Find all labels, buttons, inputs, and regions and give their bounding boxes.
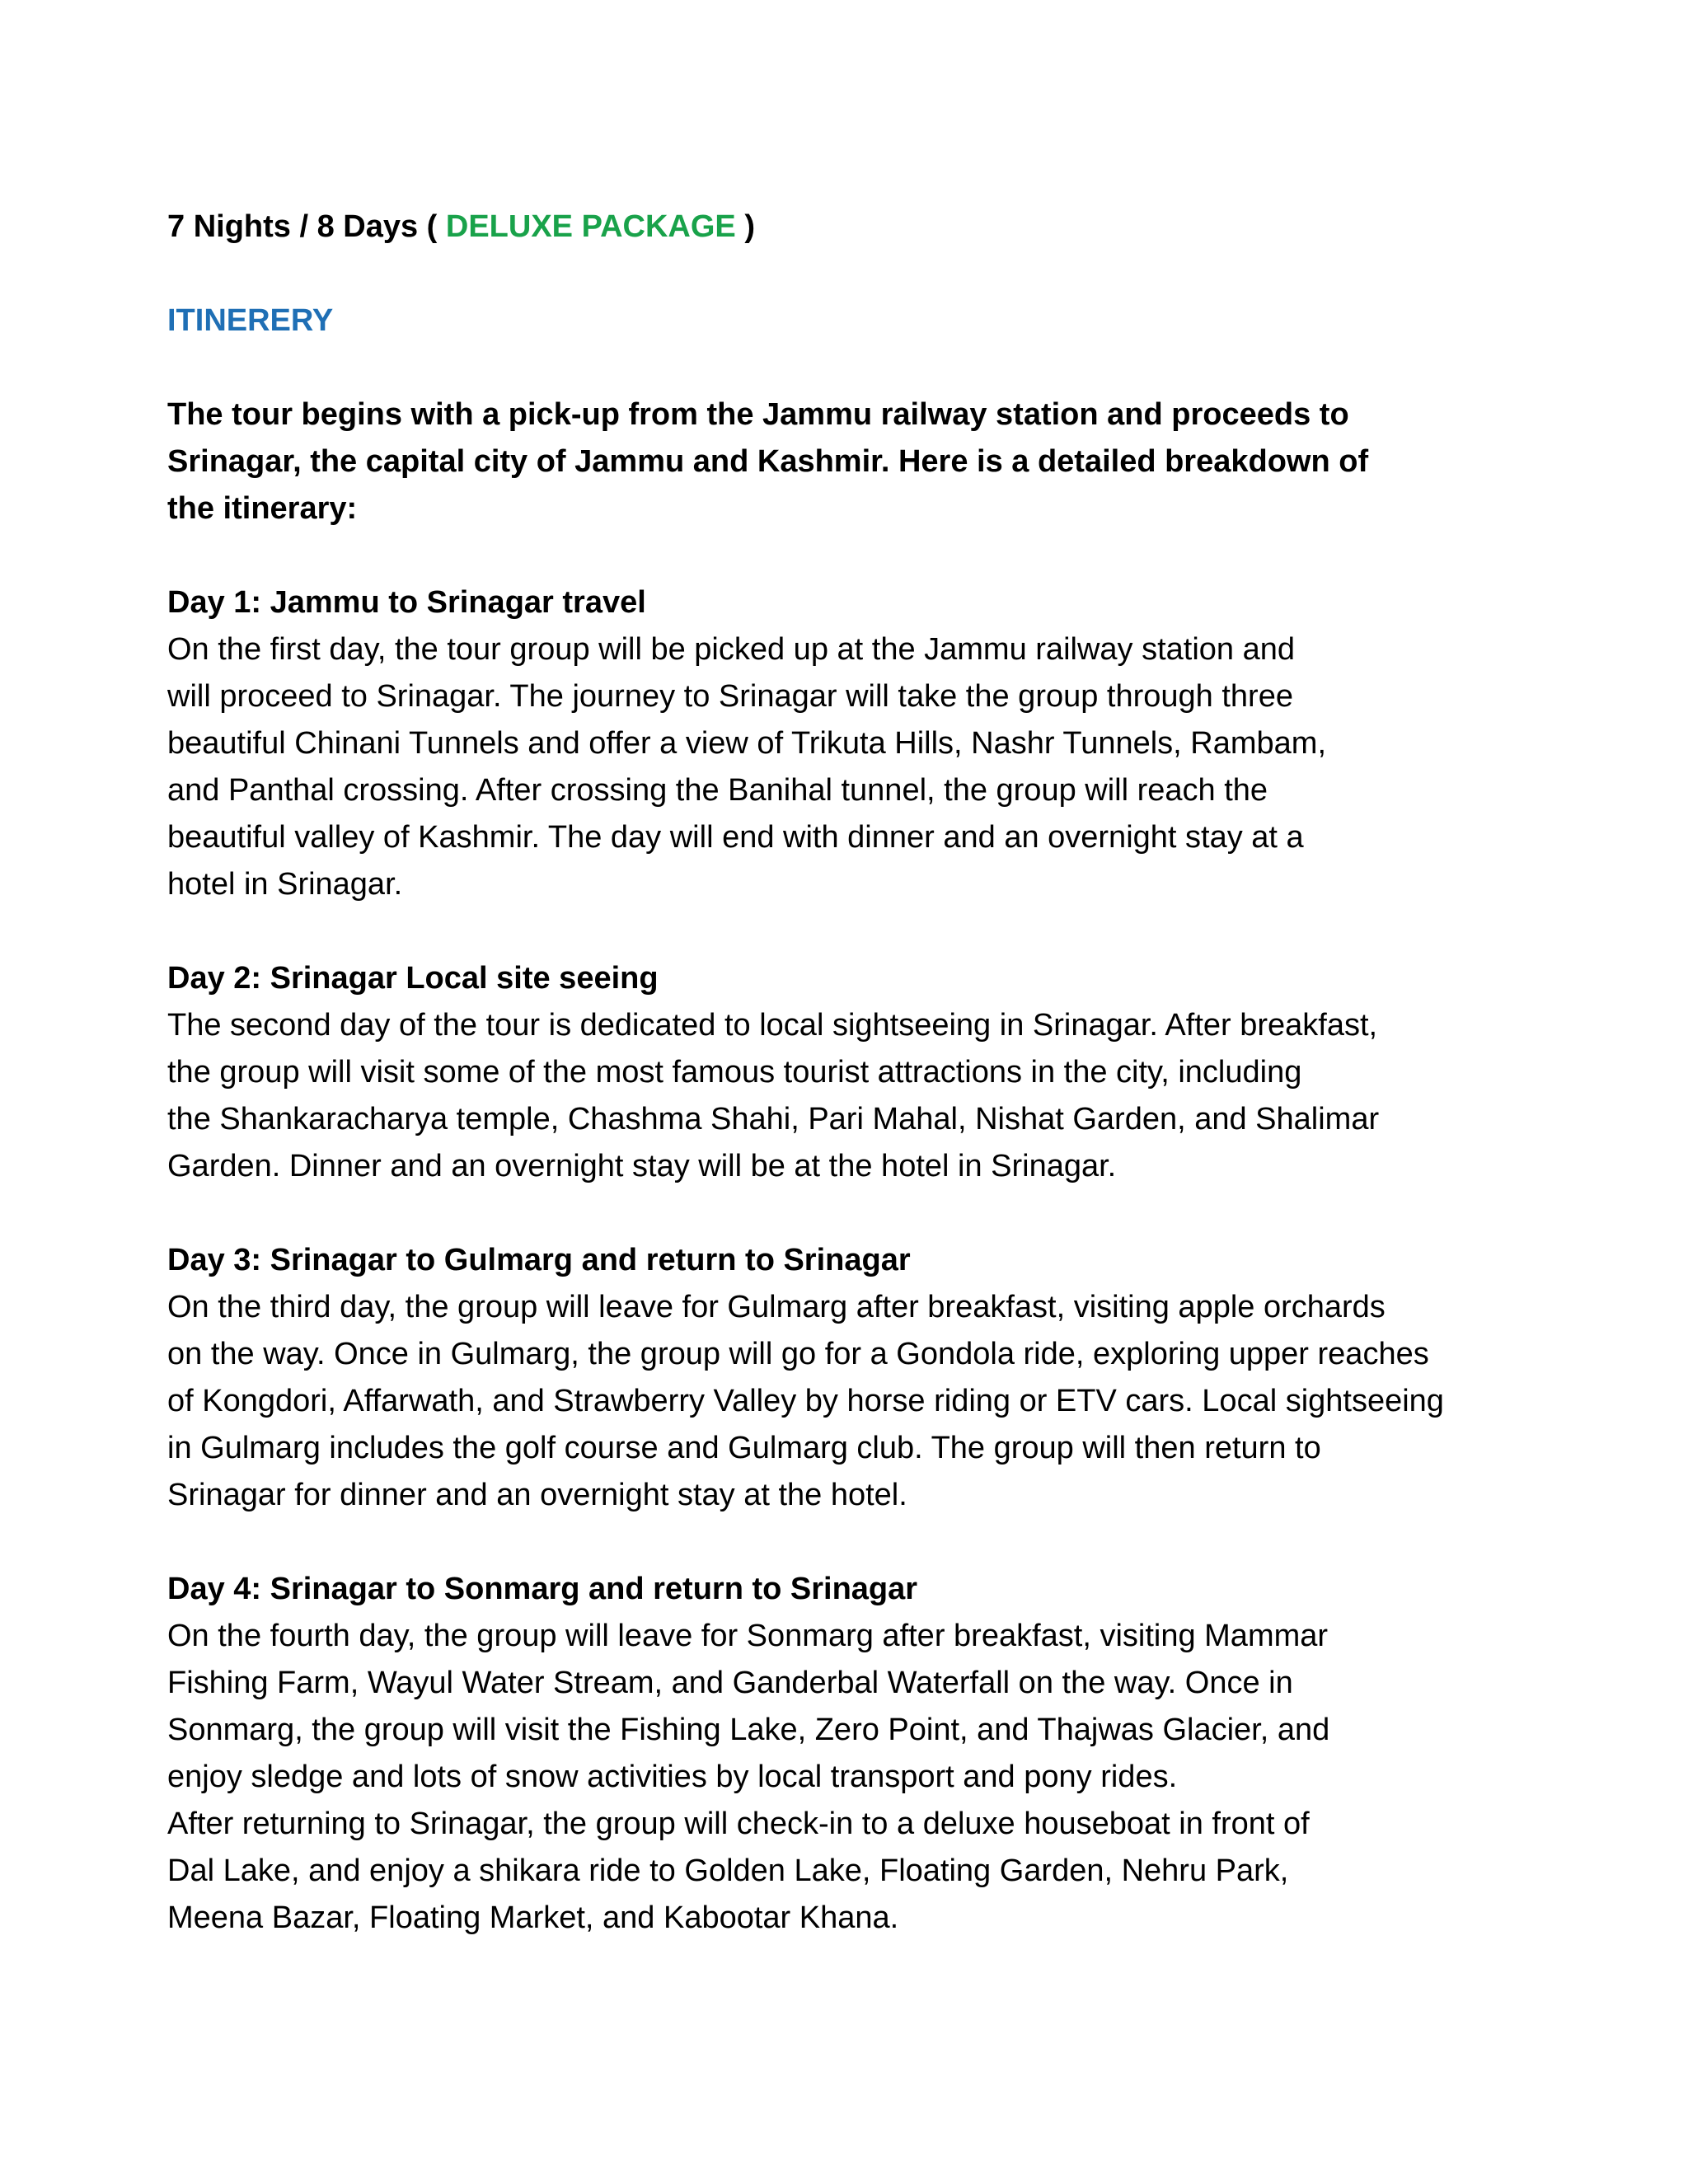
- package-title: [167, 204, 1618, 251]
- intro-line: Srinagar, the capital city of Jammu and Kashmir. Here is a detailed breakdown of: [167, 444, 1369, 479]
- day-1-line: beautiful valley of Kashmir. The day will end with dinner and an overnight stay at a: [167, 820, 1304, 855]
- day-1-line: and Panthal crossing. After crossing the Banihal tunnel, the group will reach the: [167, 773, 1268, 808]
- intro-line: the itinerary:: [167, 491, 358, 526]
- day-4-line: After returning to Srinagar, the group will check-in to a deluxe houseboat in front of: [167, 1807, 1310, 1841]
- spacer: [167, 251, 1618, 298]
- day-2-line: the Shankaracharya temple, Chashma Shahi, Pari Mahal, Nishat Garden, and Shalimar: [167, 1102, 1380, 1137]
- day-3-heading: Day 3: Srinagar to Gulmarg and return to Srinagar: [167, 1243, 911, 1277]
- day-4-line: Dal Lake, and enjoy a shikara ride to Golden Lake, Floating Garden, Nehru Park,: [167, 1854, 1289, 1888]
- day-3-line: of Kongdori, Affarwath, and Strawberry Valley by horse riding or ETV cars. Local sightseeing: [167, 1384, 1444, 1418]
- day-4-line: On the fourth day, the group will leave for Sonmarg after breakfast, visiting Mammar: [167, 1619, 1329, 1653]
- day-1-section: [167, 579, 1618, 908]
- day-1-line: will proceed to Srinagar. The journey to Srinagar will take the group through three: [167, 679, 1293, 714]
- day-1-line: beautiful Chinani Tunnels and offer a view of Trikuta Hills, Nashr Tunnels, Rambam,: [167, 726, 1326, 761]
- day-1-heading: Day 1: Jammu to Srinagar travel: [167, 585, 646, 620]
- package-type-highlight: DELUXE PACKAGE: [445, 209, 736, 244]
- section-heading: ITINERERY: [167, 303, 334, 338]
- spacer: [167, 532, 1618, 579]
- spacer: [167, 1190, 1618, 1237]
- day-2-section: [167, 955, 1618, 1190]
- day-2-line: The second day of the tour is dedicated to local sightseeing in Srinagar. After breakfast,: [167, 1008, 1378, 1043]
- intro-paragraph: [167, 391, 1618, 532]
- day-3-section: [167, 1237, 1618, 1519]
- day-4-line: enjoy sledge and lots of snow activities by local transport and pony rides.: [167, 1760, 1178, 1794]
- day-4-line: Fishing Farm, Wayul Water Stream, and Ganderbal Waterfall on the way. Once in: [167, 1666, 1293, 1700]
- day-2-line: Garden. Dinner and an overnight stay will be at the hotel in Srinagar.: [167, 1149, 1117, 1183]
- spacer: [167, 1519, 1618, 1566]
- day-1-line: hotel in Srinagar.: [167, 867, 403, 902]
- day-4-line: Meena Bazar, Floating Market, and Kabootar Khana.: [167, 1900, 899, 1935]
- day-3-line: Srinagar for dinner and an overnight stay at the hotel.: [167, 1478, 907, 1512]
- package-title-prefix: 7 Nights / 8 Days (: [167, 209, 446, 244]
- package-title-suffix: ): [735, 209, 755, 244]
- day-2-line: the group will visit some of the most famous tourist attractions in the city, including: [167, 1055, 1302, 1090]
- day-3-line: on the way. Once in Gulmarg, the group will go for a Gondola ride, exploring upper reaches: [167, 1337, 1429, 1371]
- day-3-line: On the third day, the group will leave for Gulmarg after breakfast, visiting apple orchards: [167, 1290, 1386, 1324]
- day-2-heading: Day 2: Srinagar Local site seeing: [167, 961, 659, 996]
- day-4-section: [167, 1566, 1618, 1942]
- day-4-line: Sonmarg, the group will visit the Fishing Lake, Zero Point, and Thajwas Glacier, and: [167, 1713, 1330, 1747]
- spacer: [167, 908, 1618, 955]
- intro-line: The tour begins with a pick-up from the Jammu railway station and proceeds to: [167, 397, 1349, 432]
- day-3-line: in Gulmarg includes the golf course and Gulmarg club. The group will then return to: [167, 1431, 1321, 1465]
- day-4-heading: Day 4: Srinagar to Sonmarg and return to Srinagar: [167, 1572, 918, 1606]
- document-page: [167, 204, 1618, 1942]
- spacer: [167, 344, 1618, 391]
- day-1-line: On the first day, the tour group will be picked up at the Jammu railway station and: [167, 632, 1295, 667]
